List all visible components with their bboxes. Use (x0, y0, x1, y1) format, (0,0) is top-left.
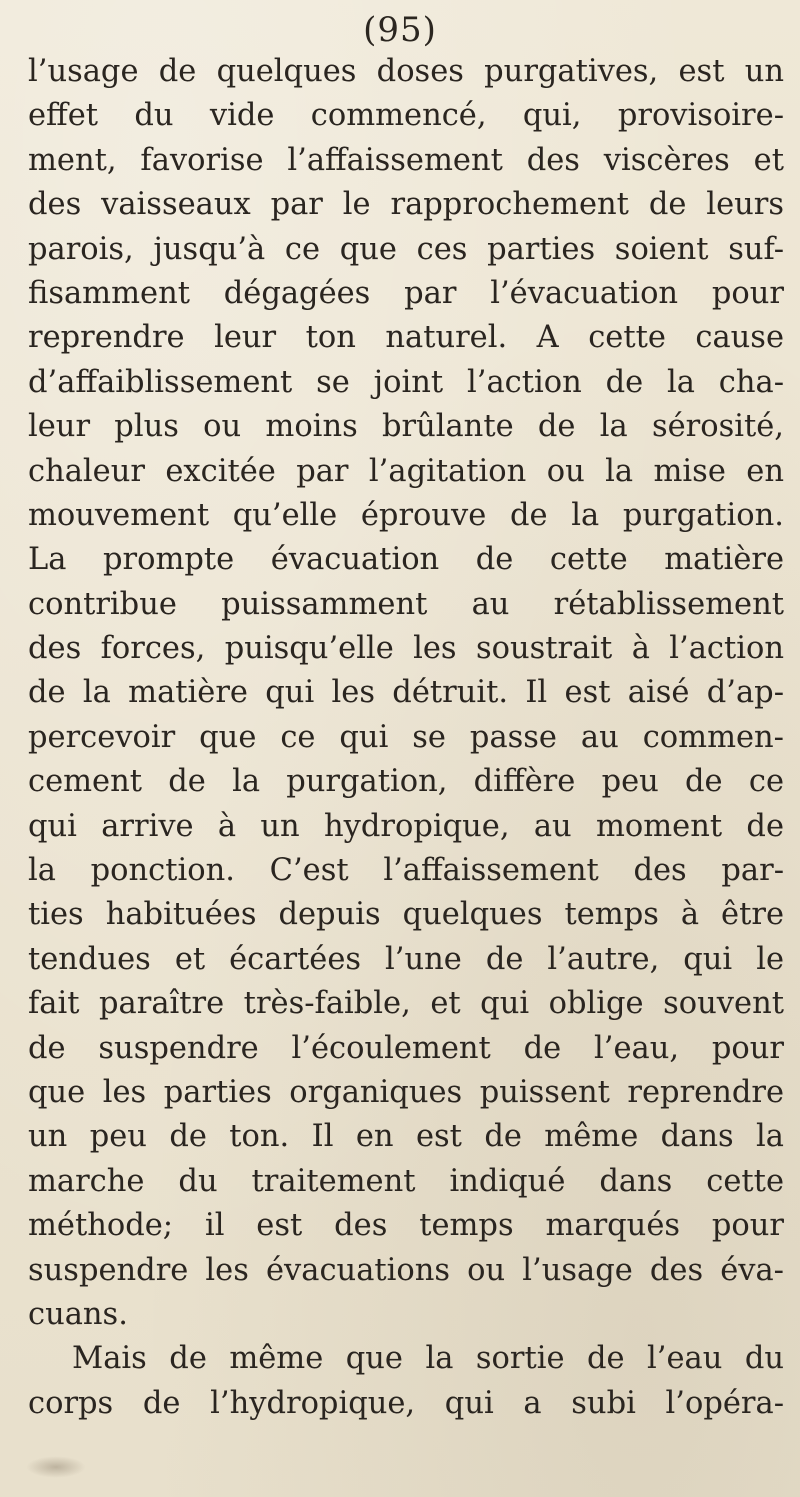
text-line: l’usage de quelques doses purgatives, est un (28, 54, 784, 89)
ink-smudge (26, 1456, 86, 1478)
text-line: de suspendre l’écoulement de l’eau, pour (28, 1030, 784, 1066)
text-line: La prompte évacuation de cette matière (28, 542, 784, 578)
text-line: fait paraître très-faible, et qui oblige souvent (28, 986, 784, 1022)
text-line: ties habituées depuis quelques temps à être (28, 897, 784, 933)
text-line: corps de l’hydropique, qui a subi l’opéra- (28, 1385, 784, 1421)
text-line: parois, jusqu’à ce que ces parties soient suf- (28, 231, 784, 267)
text-line: contribue puissamment au rétablissement (28, 586, 784, 622)
text-line: Mais de même que la sortie de l’eau du (72, 1341, 784, 1377)
page-number: (95) (363, 10, 437, 50)
body-text (28, 50, 784, 1426)
text-line: leur plus ou moins brûlante de la sérosité, (28, 409, 784, 445)
text-line: effet du vide commencé, qui, provisoire- (28, 98, 784, 134)
text-line: d’affaiblissement se joint l’action de la cha- (28, 364, 784, 400)
text-line: cuans. (28, 1296, 128, 1332)
text-line: percevoir que ce qui se passe au commen- (28, 719, 784, 755)
text-line: ment, favorise l’affaissement des viscères et (28, 142, 784, 178)
text-line: un peu de ton. Il en est de même dans la (28, 1119, 784, 1155)
text-line: qui arrive à un hydropique, au moment de (28, 808, 784, 844)
text-line: méthode; il est des temps marqués pour (28, 1208, 784, 1244)
text-line: des vaisseaux par le rapprochement de leurs (28, 187, 784, 223)
text-line: suspendre les évacuations ou l’usage des éva- (28, 1252, 784, 1288)
text-line: la ponction. C’est l’affaissement des par- (28, 853, 784, 889)
text-line: des forces, puisqu’elle les soustrait à l’action (28, 631, 784, 667)
text-line: mouvement qu’elle éprouve de la purgation. (28, 497, 784, 533)
text-line: chaleur excitée par l’agitation ou la mise en (28, 453, 784, 489)
text-line: reprendre leur ton naturel. A cette cause (28, 320, 784, 356)
text-line: de la matière qui les détruit. Il est aisé d’ap- (28, 675, 784, 711)
text-line: que les parties organiques puissent reprendre (28, 1074, 784, 1110)
text-line: marche du traitement indiqué dans cette (28, 1163, 784, 1199)
text-line: tendues et écartées l’une de l’autre, qui le (28, 941, 784, 977)
text-line: cement de la purgation, diffère peu de ce (28, 764, 784, 800)
text-line: fisamment dégagées par l’évacuation pour (28, 275, 784, 311)
